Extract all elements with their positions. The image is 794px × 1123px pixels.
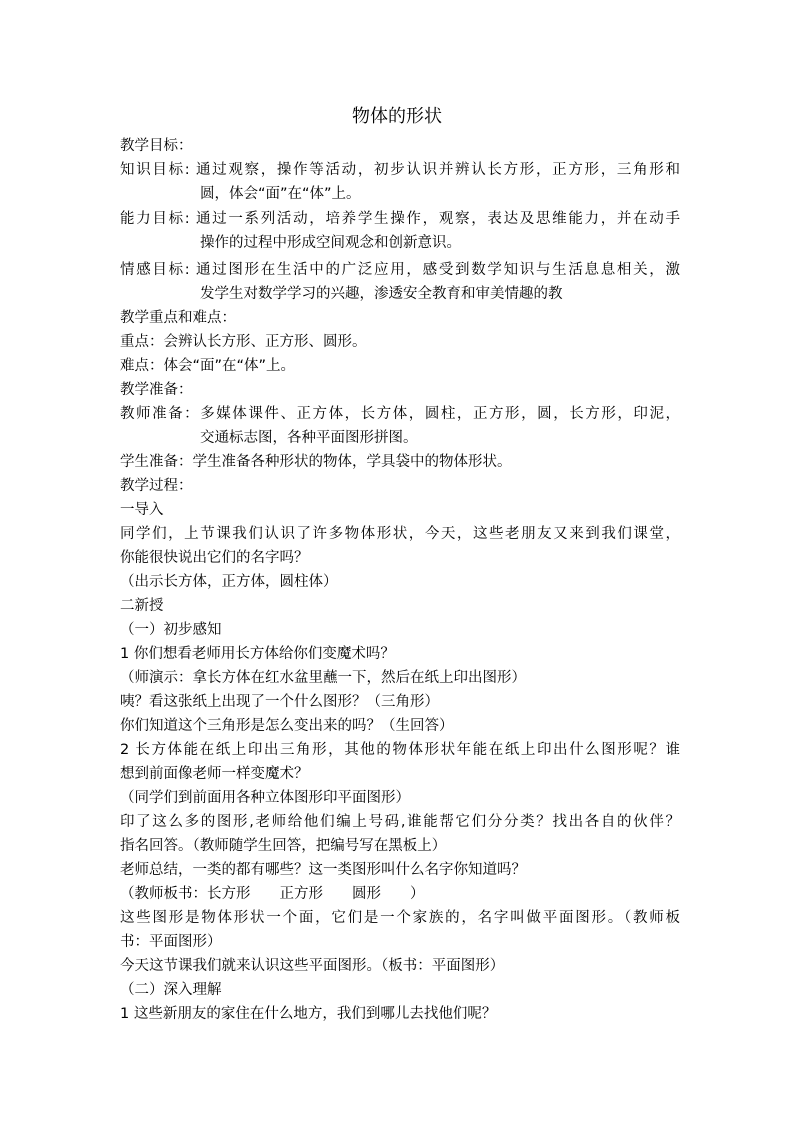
ability-objective-line-2: 操作的过程中形成空间观念和创新意识。	[200, 235, 461, 251]
teacher-prep-line-1: 教师准备：多媒体课件、正方体，长方体，圆柱，正方形，圆，长方形，印泥，	[120, 406, 680, 422]
ability-objective-line-1: 能力目标: 通过一系列活动，培养学生操作，观察，表达及思维能力，并在动手	[120, 211, 680, 227]
students-activity-note: （同学们到前面用各种立体图形印平面图形）	[120, 790, 410, 806]
intro-paragraph-line-1: 同学们，上节课我们认识了许多物体形状，今天，这些老朋友又来到我们课堂，	[120, 526, 680, 542]
emotion-objective-line-1: 情感目标: 通过图形在生活中的广泛应用，感受到数学知识与生活息息相关，激	[120, 262, 680, 278]
knowledge-objective-line-1: 知识目标: 通过观察，操作等活动，初步认识并辨认长方形，正方形，三角形和	[120, 162, 680, 178]
plane-shape-line-2: 书：平面图形）	[120, 934, 222, 950]
student-prep-line: 学生准备：学生准备各种形状的物体，学具袋中的物体形状。	[120, 454, 512, 470]
question-triangle: 咦？看这张纸上出现了一个什么图形？（三角形）	[120, 694, 439, 710]
subheading-initial-perception: （一）初步感知	[120, 622, 222, 638]
classify-question: 印了这么多的图形,老师给他们编上号码,谁能帮它们分分类？找出各自的伙伴？	[120, 814, 680, 830]
step-2-line-2: 想到前面像老师一样变魔术？	[120, 766, 309, 782]
section-heading-objectives: 教学目标：	[120, 138, 193, 154]
intro-paragraph-line-2: 你能很快说出它们的名字吗？	[120, 550, 309, 566]
question-how-made: 你们知道这个三角形是怎么变出来的吗？（生回答）	[120, 718, 454, 734]
section-heading-process: 教学过程：	[120, 478, 193, 494]
plane-shape-line-1: 这些图形是物体形状一个面，它们是一个家族的，名字叫做平面图形。（教师板	[120, 910, 680, 926]
key-point-line: 重点：会辨认长方形、正方形、圆形。	[120, 334, 367, 350]
new-lesson-heading: 二新授	[120, 598, 164, 614]
step-1-question: 1 你们想看老师用长方体给你们变魔术吗？	[120, 646, 395, 662]
step-2-line-1: 2 长方体能在纸上印出三角形，其他的物体形状年能在纸上印出什么图形呢？谁	[120, 742, 680, 758]
intro-heading: 一导入	[120, 502, 164, 518]
today-lesson-line: 今天这节课我们就来认识这些平面图形。（板书：平面图形）	[120, 958, 505, 974]
document-title: 物体的形状	[352, 106, 442, 127]
blackboard-note: （教师板书：长方形 正方形 圆形 ）	[120, 886, 425, 902]
emotion-objective-line-2: 发学生对数学学习的兴趣，渗透安全教育和审美情趣的教	[200, 286, 563, 302]
section-heading-preparation: 教学准备：	[120, 382, 193, 398]
difficulty-line: 难点：体会“面”在“体”上。	[120, 358, 296, 374]
intro-note: （出示长方体，正方体，圆柱体）	[120, 574, 338, 590]
section-heading-key-points: 教学重点和难点：	[120, 310, 236, 326]
teacher-summary: 老师总结，一类的都有哪些？这一类图形叫什么名字你知道吗？	[120, 862, 526, 878]
teacher-prep-line-2: 交通标志图，各种平面图形拼图。	[200, 430, 418, 446]
subheading-deep-understanding: （二）深入理解	[120, 982, 222, 998]
knowledge-objective-line-2: 圆，体会“面”在“体”上。	[200, 186, 361, 202]
deep-step-1-question: 1 这些新朋友的家住在什么地方，我们到哪儿去找他们呢？	[120, 1006, 497, 1022]
answer-note: 指名回答。（教师随学生回答，把编号写在黑板上）	[120, 838, 447, 854]
teacher-demo-note: （师演示：拿长方体在红水盆里蘸一下，然后在纸上印出图形）	[120, 670, 526, 686]
